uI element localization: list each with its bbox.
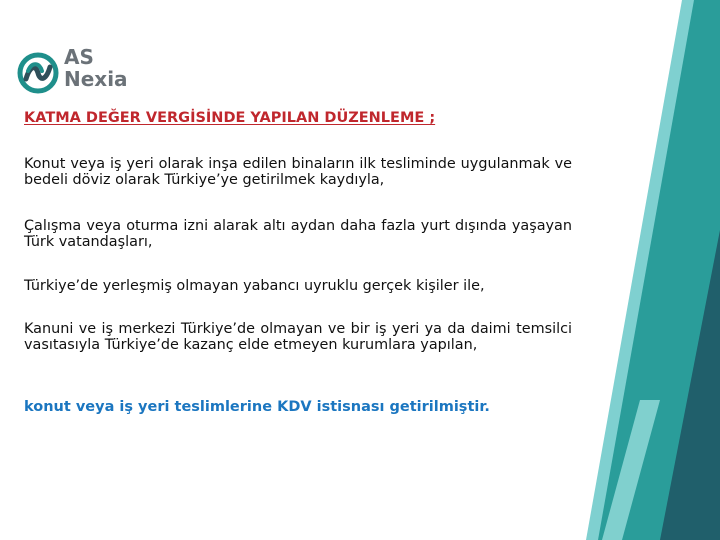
paragraph-2: Çalışma veya oturma izni alarak altı aydan daha fazla yurt dışında yaşayan Türk vatandaşları, [24, 218, 572, 250]
logo-line-nexia: Nexia [64, 67, 128, 91]
logo-text [64, 46, 128, 90]
paragraph-1: Konut veya iş yeri olarak inşa edilen binaların ilk tesliminde uygulanmak ve bedeli döviz olarak Türkiye’ye getirilmek kaydıyla, [24, 156, 572, 188]
paragraph-3: Türkiye’de yerleşmiş olmayan yabancı uyruklu gerçek kişiler ile, [24, 278, 485, 294]
stripe-light-thin [586, 0, 694, 540]
logo-line-as: AS [64, 45, 94, 69]
paragraph-4: Kanuni ve iş merkezi Türkiye’de olmayan ve bir iş yeri ya da daimi temsilci vasıtasıyla Türkiye’de kazanç elde etmeyen kurumlara yapılan, [24, 321, 572, 353]
stripe-dark-front [660, 230, 720, 540]
conclusion-text: konut veya iş yeri teslimlerine KDV istisnası getirilmiştir. [24, 399, 490, 415]
slide-title: KATMA DEĞER VERGİSİNDE YAPILAN DÜZENLEME ; [24, 110, 436, 126]
slide-content [24, 108, 572, 415]
stripe-dark-back [632, 60, 720, 540]
as-nexia-logo [16, 46, 146, 96]
nexia-logo-icon [16, 51, 60, 95]
stripe-light-bottom [602, 400, 660, 540]
stripe-teal-main [588, 0, 720, 540]
